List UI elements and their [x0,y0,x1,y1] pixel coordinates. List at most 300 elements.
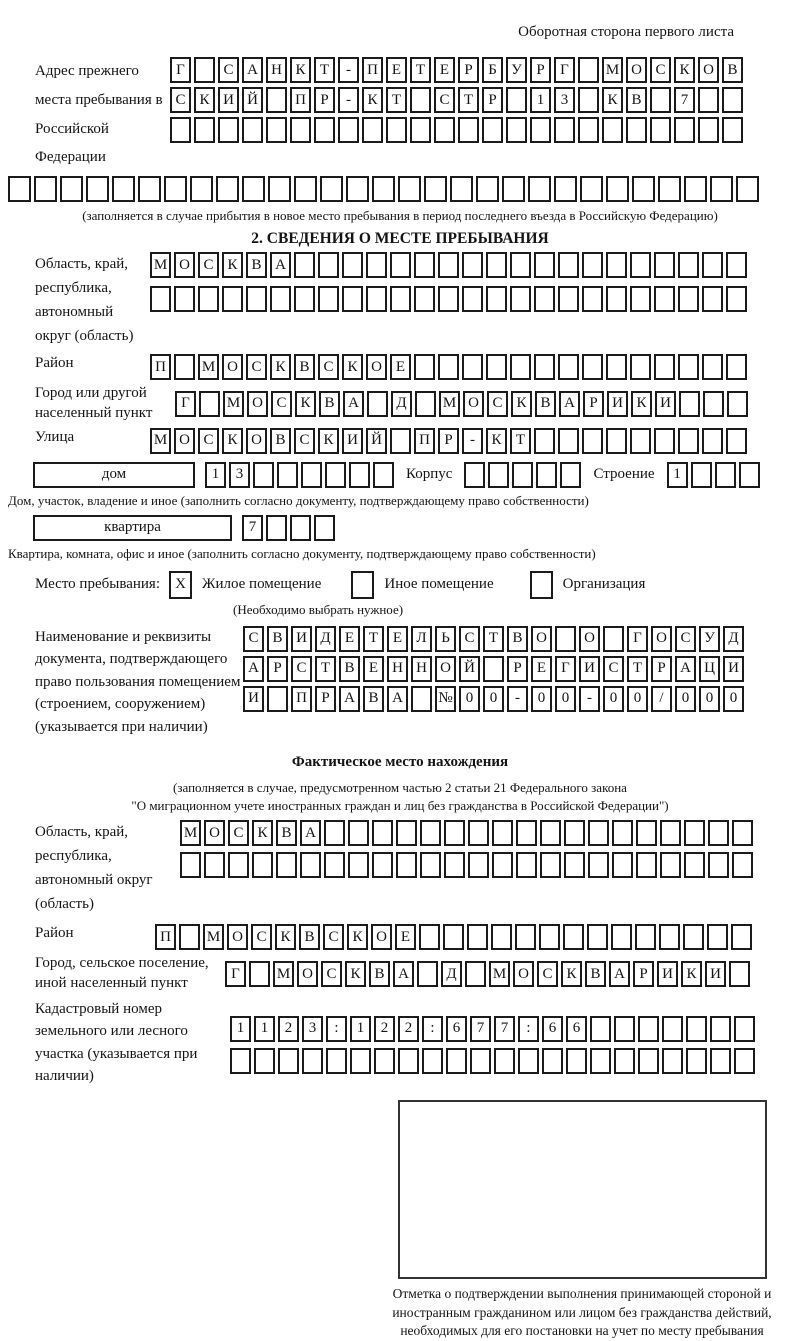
char-box[interactable] [588,820,609,846]
char-box[interactable] [362,117,383,143]
char-box[interactable] [638,1016,659,1042]
char-box[interactable]: С [291,656,312,682]
char-box[interactable]: Р [651,656,672,682]
char-box[interactable] [483,656,504,682]
char-box[interactable]: И [291,626,312,652]
cadastral-row1[interactable] [230,1016,755,1042]
char-box[interactable] [488,462,509,488]
char-box[interactable] [346,176,369,202]
char-box[interactable]: 3 [554,87,575,113]
char-box[interactable] [707,924,728,950]
char-box[interactable] [590,1048,611,1074]
char-box[interactable] [540,852,561,878]
char-box[interactable]: М [223,391,244,417]
char-box[interactable]: О [435,656,456,682]
char-box[interactable] [588,852,609,878]
char-box[interactable] [555,626,576,652]
char-box[interactable] [434,117,455,143]
char-box[interactable]: Й [242,87,263,113]
char-box[interactable]: К [194,87,215,113]
char-box[interactable] [722,87,743,113]
char-box[interactable] [630,286,651,312]
char-box[interactable] [86,176,109,202]
actual-district-row[interactable] [155,924,752,950]
char-box[interactable] [612,852,633,878]
char-box[interactable]: М [180,820,201,846]
char-box[interactable]: О [247,391,268,417]
char-box[interactable] [715,462,736,488]
char-box[interactable] [702,252,723,278]
char-box[interactable] [679,391,700,417]
char-box[interactable] [732,820,753,846]
char-box[interactable] [606,252,627,278]
char-box[interactable]: Р [583,391,604,417]
char-box[interactable] [318,252,339,278]
char-box[interactable] [218,117,239,143]
char-box[interactable]: Е [531,656,552,682]
char-box[interactable] [150,286,171,312]
char-box[interactable] [443,924,464,950]
char-box[interactable]: Й [366,428,387,454]
char-box[interactable] [194,117,215,143]
char-box[interactable] [270,286,291,312]
char-box[interactable]: К [342,354,363,380]
char-box[interactable] [300,852,321,878]
char-box[interactable] [444,820,465,846]
char-box[interactable]: Г [627,626,648,652]
char-box[interactable]: Ь [435,626,456,652]
char-box[interactable] [411,686,432,712]
char-box[interactable] [684,852,705,878]
char-box[interactable]: Е [339,626,360,652]
char-box[interactable]: О [463,391,484,417]
char-box[interactable] [458,117,479,143]
char-box[interactable] [662,1048,683,1074]
char-box[interactable] [726,354,747,380]
char-box[interactable] [174,286,195,312]
char-box[interactable] [419,924,440,950]
char-box[interactable] [417,961,438,987]
char-box[interactable]: 6 [446,1016,467,1042]
char-box[interactable] [710,1016,731,1042]
char-box[interactable] [444,852,465,878]
char-box[interactable] [539,924,560,950]
char-box[interactable]: П [150,354,171,380]
char-box[interactable]: И [723,656,744,682]
char-box[interactable]: 2 [398,1016,419,1042]
char-box[interactable] [662,1016,683,1042]
char-box[interactable] [654,428,675,454]
char-box[interactable] [367,391,388,417]
char-box[interactable]: 1 [667,462,688,488]
char-box[interactable] [736,176,759,202]
char-box[interactable] [314,515,335,541]
char-box[interactable]: П [290,87,311,113]
char-box[interactable]: Н [387,656,408,682]
char-box[interactable] [268,176,291,202]
char-box[interactable] [654,286,675,312]
char-box[interactable] [578,57,599,83]
char-box[interactable]: В [363,686,384,712]
char-box[interactable]: О [227,924,248,950]
char-box[interactable] [138,176,161,202]
char-box[interactable] [684,820,705,846]
char-box[interactable] [278,1048,299,1074]
char-box[interactable]: А [675,656,696,682]
char-box[interactable] [502,176,525,202]
char-box[interactable]: Е [390,354,411,380]
char-box[interactable] [654,252,675,278]
char-box[interactable]: Д [723,626,744,652]
char-box[interactable]: 0 [531,686,552,712]
ownership-document-row1[interactable] [243,626,744,652]
char-box[interactable] [702,354,723,380]
char-box[interactable]: Е [434,57,455,83]
char-box[interactable]: М [198,354,219,380]
char-box[interactable] [674,117,695,143]
char-box[interactable]: 7 [494,1016,515,1042]
char-box[interactable] [8,176,31,202]
char-box[interactable]: О [174,428,195,454]
char-box[interactable]: С [321,961,342,987]
char-box[interactable] [410,87,431,113]
char-box[interactable] [390,428,411,454]
organization-checkbox[interactable] [530,571,553,599]
char-box[interactable]: И [579,656,600,682]
char-box[interactable]: 0 [459,686,480,712]
char-box[interactable] [486,252,507,278]
char-box[interactable]: М [273,961,294,987]
char-box[interactable]: В [626,87,647,113]
char-box[interactable] [320,176,343,202]
char-box[interactable]: И [657,961,678,987]
char-box[interactable]: : [422,1016,443,1042]
char-box[interactable]: С [537,961,558,987]
char-box[interactable] [180,852,201,878]
char-box[interactable] [468,852,489,878]
char-box[interactable]: И [218,87,239,113]
char-box[interactable]: Г [555,656,576,682]
actual-region-row2[interactable] [180,852,753,878]
char-box[interactable] [290,515,311,541]
char-box[interactable]: И [342,428,363,454]
char-box[interactable]: 2 [374,1016,395,1042]
char-box[interactable] [438,286,459,312]
ownership-document-row3[interactable] [243,686,744,712]
char-box[interactable] [659,924,680,950]
char-box[interactable]: 6 [542,1016,563,1042]
char-box[interactable] [710,1048,731,1074]
char-box[interactable] [374,1048,395,1074]
char-box[interactable]: К [222,428,243,454]
char-box[interactable]: А [243,656,264,682]
char-box[interactable] [726,286,747,312]
char-box[interactable]: О [371,924,392,950]
char-box[interactable]: 0 [675,686,696,712]
char-box[interactable] [530,571,553,599]
char-box[interactable]: К [347,924,368,950]
char-box[interactable] [678,428,699,454]
char-box[interactable] [348,852,369,878]
char-box[interactable] [290,117,311,143]
char-box[interactable]: 0 [699,686,720,712]
char-box[interactable] [566,1048,587,1074]
char-box[interactable]: 0 [603,686,624,712]
char-box[interactable]: Р [482,87,503,113]
char-box[interactable]: А [242,57,263,83]
char-box[interactable] [722,117,743,143]
char-box[interactable] [112,176,135,202]
char-box[interactable]: Г [554,57,575,83]
char-box[interactable]: А [343,391,364,417]
char-box[interactable]: К [318,428,339,454]
char-box[interactable] [614,1048,635,1074]
char-box[interactable] [373,462,394,488]
char-box[interactable]: Т [483,626,504,652]
char-box[interactable] [558,354,579,380]
char-box[interactable]: М [203,924,224,950]
char-box[interactable] [222,286,243,312]
char-box[interactable] [266,515,287,541]
char-box[interactable]: М [602,57,623,83]
char-box[interactable] [349,462,370,488]
char-box[interactable] [516,852,537,878]
char-box[interactable]: - [462,428,483,454]
char-box[interactable] [660,820,681,846]
char-box[interactable]: 7 [674,87,695,113]
char-box[interactable]: С [434,87,455,113]
char-box[interactable] [686,1048,707,1074]
char-box[interactable]: К [222,252,243,278]
char-box[interactable]: Р [267,656,288,682]
char-box[interactable]: Т [386,87,407,113]
char-box[interactable] [731,924,752,950]
char-box[interactable] [246,286,267,312]
apartment-boxes[interactable] [242,515,335,541]
char-box[interactable]: А [300,820,321,846]
char-box[interactable] [578,117,599,143]
char-box[interactable] [536,462,557,488]
char-box[interactable] [678,354,699,380]
char-box[interactable] [350,1048,371,1074]
char-box[interactable]: Т [510,428,531,454]
char-box[interactable]: О [297,961,318,987]
char-box[interactable] [462,354,483,380]
char-box[interactable] [366,286,387,312]
char-box[interactable]: Е [363,656,384,682]
char-box[interactable]: О [174,252,195,278]
char-box[interactable] [420,820,441,846]
char-box[interactable]: Р [507,656,528,682]
char-box[interactable]: В [299,924,320,950]
char-box[interactable] [294,286,315,312]
char-box[interactable] [578,87,599,113]
char-box[interactable]: Р [633,961,654,987]
char-box[interactable] [606,176,629,202]
residential-checkbox[interactable] [169,571,192,599]
char-box[interactable]: Л [411,626,432,652]
char-box[interactable] [267,686,288,712]
char-box[interactable] [691,462,712,488]
char-box[interactable]: М [150,428,171,454]
char-box[interactable] [228,852,249,878]
korpus-boxes[interactable] [464,462,581,488]
char-box[interactable] [582,286,603,312]
char-box[interactable]: О [579,626,600,652]
char-box[interactable]: А [339,686,360,712]
char-box[interactable]: 1 [254,1016,275,1042]
char-box[interactable]: В [722,57,743,83]
char-box[interactable]: 0 [627,686,648,712]
char-box[interactable] [510,252,531,278]
char-box[interactable] [660,852,681,878]
char-box[interactable] [580,176,603,202]
char-box[interactable]: Е [387,626,408,652]
char-box[interactable] [606,286,627,312]
char-box[interactable]: Д [441,961,462,987]
char-box[interactable]: Г [170,57,191,83]
char-box[interactable] [698,117,719,143]
char-box[interactable]: П [414,428,435,454]
char-box[interactable]: Й [459,656,480,682]
char-box[interactable]: У [699,626,720,652]
char-box[interactable]: Т [315,656,336,682]
char-box[interactable] [34,176,57,202]
char-box[interactable] [242,176,265,202]
char-box[interactable]: А [559,391,580,417]
char-box[interactable]: С [603,656,624,682]
char-box[interactable]: С [318,354,339,380]
char-box[interactable] [560,462,581,488]
char-box[interactable]: Н [266,57,287,83]
char-box[interactable] [702,428,723,454]
char-box[interactable] [254,1048,275,1074]
char-box[interactable]: 0 [723,686,744,712]
char-box[interactable]: С [294,428,315,454]
char-box[interactable] [462,286,483,312]
char-box[interactable]: О [222,354,243,380]
char-box[interactable]: - [579,686,600,712]
char-box[interactable]: Р [438,428,459,454]
char-box[interactable]: В [535,391,556,417]
char-box[interactable]: А [387,686,408,712]
char-box[interactable] [729,961,750,987]
char-box[interactable] [164,176,187,202]
char-box[interactable]: Р [530,57,551,83]
char-box[interactable]: 1 [350,1016,371,1042]
char-box[interactable] [708,820,729,846]
char-box[interactable] [492,852,513,878]
char-box[interactable]: Т [314,57,335,83]
char-box[interactable] [266,117,287,143]
char-box[interactable]: 0 [555,686,576,712]
char-box[interactable] [486,354,507,380]
char-box[interactable] [366,252,387,278]
char-box[interactable] [415,391,436,417]
char-box[interactable] [726,428,747,454]
char-box[interactable]: П [291,686,312,712]
char-box[interactable]: : [518,1016,539,1042]
char-box[interactable]: В [270,428,291,454]
char-box[interactable] [635,924,656,950]
char-box[interactable]: И [705,961,726,987]
char-box[interactable]: А [609,961,630,987]
char-box[interactable]: 3 [302,1016,323,1042]
char-box[interactable] [708,852,729,878]
char-box[interactable] [170,117,191,143]
char-box[interactable] [398,1048,419,1074]
char-box[interactable] [658,176,681,202]
char-box[interactable]: К [270,354,291,380]
char-box[interactable] [636,852,657,878]
char-box[interactable] [424,176,447,202]
char-box[interactable] [438,252,459,278]
char-box[interactable] [564,852,585,878]
char-box[interactable] [179,924,200,950]
char-box[interactable] [198,286,219,312]
char-box[interactable] [438,354,459,380]
char-box[interactable]: П [155,924,176,950]
char-box[interactable]: 6 [566,1016,587,1042]
char-box[interactable] [606,428,627,454]
char-box[interactable] [518,1048,539,1074]
char-box[interactable]: № [435,686,456,712]
char-box[interactable]: Д [315,626,336,652]
char-box[interactable]: 0 [483,686,504,712]
char-box[interactable] [630,252,651,278]
char-box[interactable] [654,354,675,380]
char-box[interactable]: Т [363,626,384,652]
char-box[interactable] [739,462,760,488]
char-box[interactable] [468,820,489,846]
char-box[interactable]: О [246,428,267,454]
char-box[interactable] [464,462,485,488]
char-box[interactable] [734,1048,755,1074]
char-box[interactable]: В [267,626,288,652]
char-box[interactable] [476,176,499,202]
char-box[interactable] [530,117,551,143]
char-box[interactable] [470,1048,491,1074]
char-box[interactable] [510,286,531,312]
char-box[interactable]: О [626,57,647,83]
char-box[interactable] [492,820,513,846]
char-box[interactable]: О [531,626,552,652]
city-row[interactable] [175,391,748,417]
char-box[interactable] [465,961,486,987]
char-box[interactable]: М [150,252,171,278]
char-box[interactable]: С [218,57,239,83]
char-box[interactable]: В [507,626,528,652]
char-box[interactable]: Г [175,391,196,417]
actual-city-row[interactable] [225,961,750,987]
char-box[interactable]: К [602,87,623,113]
char-box[interactable] [506,117,527,143]
char-box[interactable] [318,286,339,312]
char-box[interactable]: С [243,626,264,652]
char-box[interactable]: В [339,656,360,682]
char-box[interactable]: К [561,961,582,987]
char-box[interactable]: С [170,87,191,113]
char-box[interactable]: И [243,686,264,712]
char-box[interactable]: К [681,961,702,987]
char-box[interactable]: С [271,391,292,417]
char-box[interactable]: М [489,961,510,987]
cadastral-row2[interactable] [230,1048,755,1074]
char-box[interactable] [558,428,579,454]
char-box[interactable] [582,354,603,380]
char-box[interactable]: С [487,391,508,417]
char-box[interactable] [602,117,623,143]
